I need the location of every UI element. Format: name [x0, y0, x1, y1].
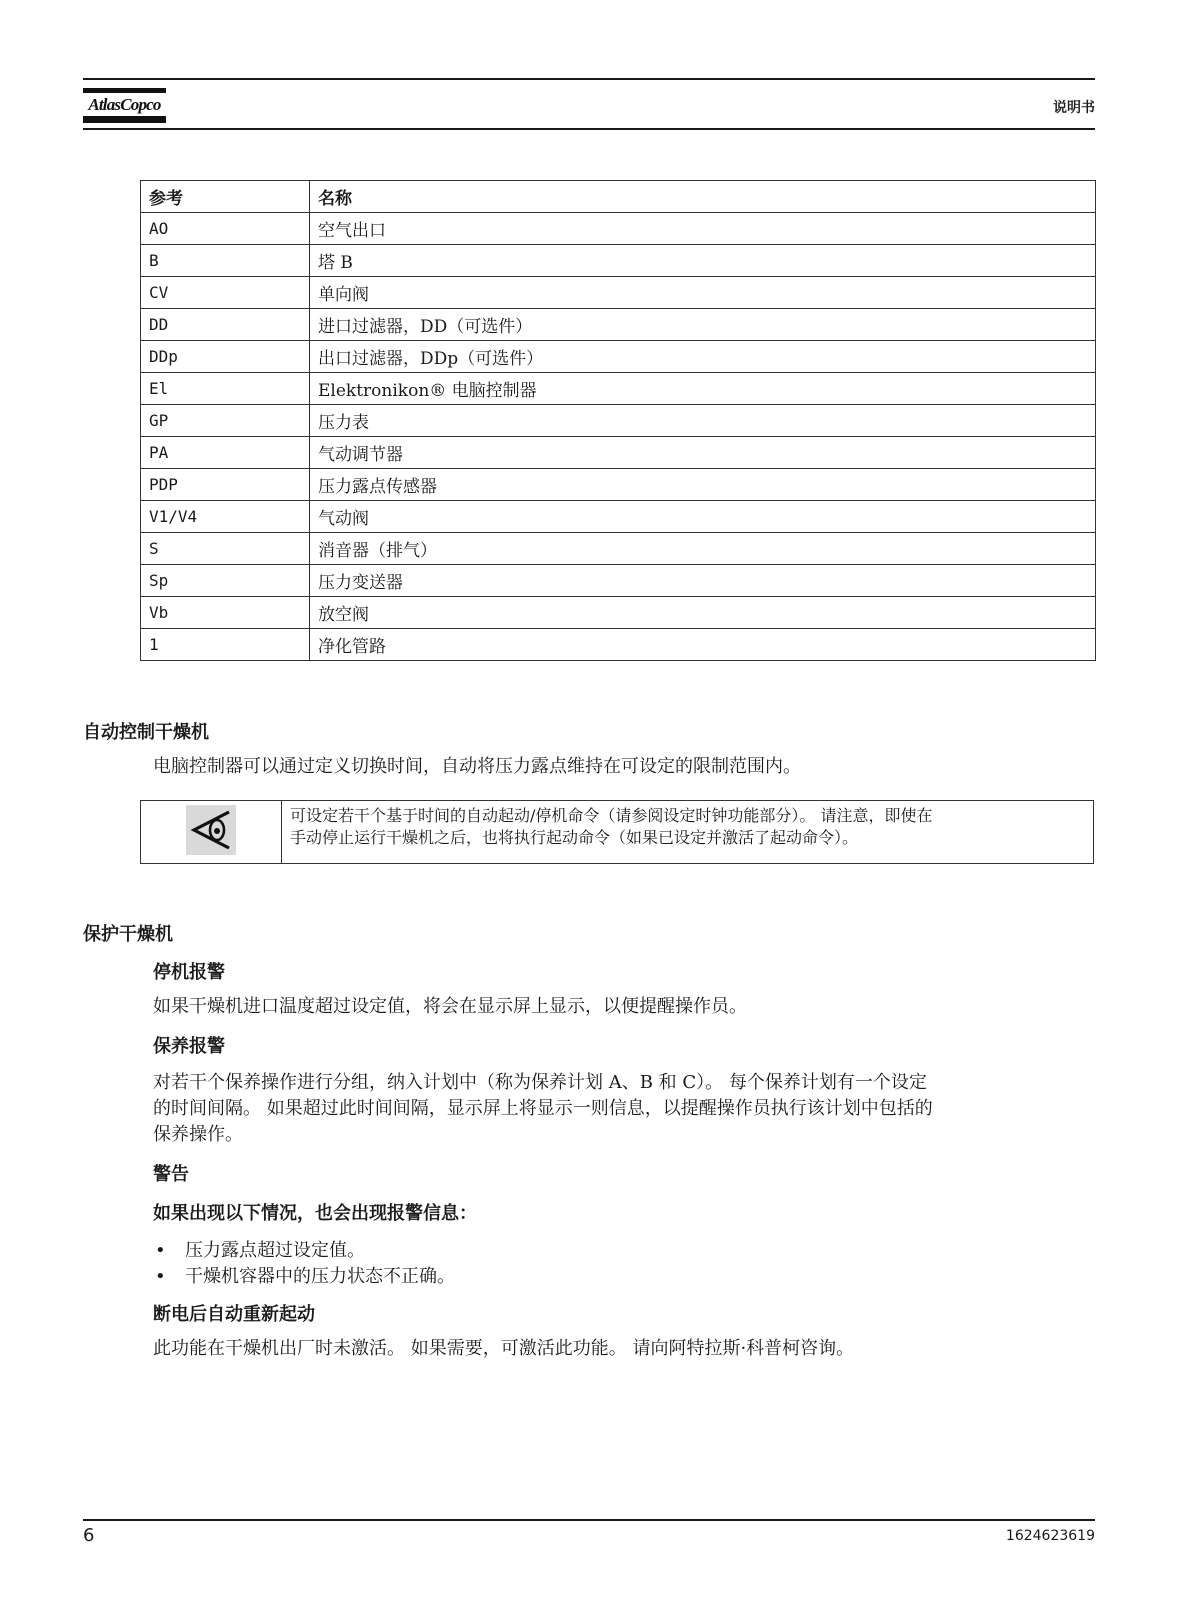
name-cell: 放空阀 [310, 597, 1096, 629]
name-cell: 塔 B [310, 245, 1096, 277]
column-header-name: 名称 [310, 181, 1096, 213]
table-row [141, 597, 1096, 629]
document-number: 1624623619 [1005, 1528, 1095, 1544]
reference-cell: B [141, 245, 310, 277]
reference-cell: GP [141, 405, 310, 437]
shutdown-alarm-text: 如果干燥机进口温度超过设定值，将会在显示屏上显示，以便提醒操作员。 [153, 996, 747, 1017]
page-number: 6 [83, 1525, 95, 1546]
name-cell: 气动阀 [310, 501, 1096, 533]
name-cell: 空气出口 [310, 213, 1096, 245]
name-cell: 消音器（排气） [310, 533, 1096, 565]
name-cell: 出口过滤器，DDp（可选件） [310, 341, 1096, 373]
table-row [141, 341, 1096, 373]
header-bottom-rule [83, 128, 1095, 130]
table-row [141, 373, 1096, 405]
warning-intro: 如果出现以下情况，也会出现报警信息： [153, 1203, 477, 1224]
protection-heading: 保护干燥机 [83, 924, 173, 945]
logo-top-bar [83, 88, 166, 93]
reference-cell: El [141, 373, 310, 405]
shutdown-alarm-heading: 停机报警 [153, 962, 225, 983]
reference-cell: CV [141, 277, 310, 309]
reference-cell: DDp [141, 341, 310, 373]
auto-restart-heading: 断电后自动重新起动 [153, 1304, 315, 1325]
reference-table [140, 180, 1096, 661]
name-cell: 气动调节器 [310, 437, 1096, 469]
reference-cell: 1 [141, 629, 310, 661]
service-alarm-heading: 保养报警 [153, 1036, 225, 1057]
note-box [140, 800, 1094, 864]
reference-cell: Sp [141, 565, 310, 597]
footer-rule [83, 1519, 1095, 1521]
name-cell: 压力表 [310, 405, 1096, 437]
name-cell: Elektronikon® 电脑控制器 [310, 373, 1096, 405]
auto-restart-text: 此功能在干燥机出厂时未激活。 如果需要，可激活此功能。 请向阿特拉斯·科普柯咨询。 [153, 1338, 855, 1359]
table-row [141, 533, 1096, 565]
table-row [141, 309, 1096, 341]
reference-cell: PDP [141, 469, 310, 501]
note-icon-cell [141, 801, 282, 863]
paragraph-line: 保养操作。 [153, 1124, 243, 1145]
column-header-reference: 参考 [141, 181, 310, 213]
name-cell: 单向阀 [310, 277, 1096, 309]
header-top-rule [83, 78, 1095, 80]
auto-control-text: 电脑控制器可以通过定义切换时间，自动将压力露点维持在可设定的限制范围内。 [153, 756, 801, 777]
warning-list [153, 1238, 455, 1290]
auto-control-heading: 自动控制干燥机 [83, 722, 209, 743]
paragraph-line: 对若干个保养操作进行分组，纳入计划中（称为保养计划 A、B 和 C）。 每个保养计划有一个设定 [153, 1072, 927, 1093]
name-cell: 进口过滤器，DD（可选件） [310, 309, 1096, 341]
reference-cell: DD [141, 309, 310, 341]
reference-cell: PA [141, 437, 310, 469]
doc-type-label: 说明书 [1053, 100, 1095, 116]
reference-cell: Vb [141, 597, 310, 629]
paragraph-line: 的时间间隔。 如果超过此时间间隔，显示屏上将显示一则信息，以提醒操作员执行该计划中包括的 [153, 1098, 933, 1119]
reference-cell: V1/V4 [141, 501, 310, 533]
note-line: 手动停止运行干燥机之后，也将执行起动命令（如果已设定并激活了起动命令）。 [290, 828, 859, 847]
reference-cell: AO [141, 213, 310, 245]
list-item: • 干燥机容器中的压力状态不正确。 [153, 1264, 455, 1290]
table-row [141, 437, 1096, 469]
note-line: 可设定若干个基于时间的自动起动/停机命令（请参阅设定时钟功能部分）。 请注意，即使在 [290, 806, 933, 825]
table-row [141, 469, 1096, 501]
logo-text: AtlasCopco [88, 95, 161, 114]
eye-icon [186, 805, 236, 859]
table-row [141, 213, 1096, 245]
table-row [141, 405, 1096, 437]
table-row [141, 277, 1096, 309]
name-cell: 压力变送器 [310, 565, 1096, 597]
table-row [141, 629, 1096, 661]
name-cell: 净化管路 [310, 629, 1096, 661]
table-row [141, 565, 1096, 597]
table-row [141, 501, 1096, 533]
list-item: • 压力露点超过设定值。 [153, 1238, 455, 1264]
table-row [141, 245, 1096, 277]
warning-heading: 警告 [153, 1164, 189, 1185]
atlas-copco-logo [83, 88, 166, 128]
reference-cell: S [141, 533, 310, 565]
logo-bottom-bar [83, 116, 166, 123]
note-text [282, 801, 1093, 863]
service-alarm-text [153, 1070, 1093, 1148]
table-header-row [141, 181, 1096, 213]
name-cell: 压力露点传感器 [310, 469, 1096, 501]
